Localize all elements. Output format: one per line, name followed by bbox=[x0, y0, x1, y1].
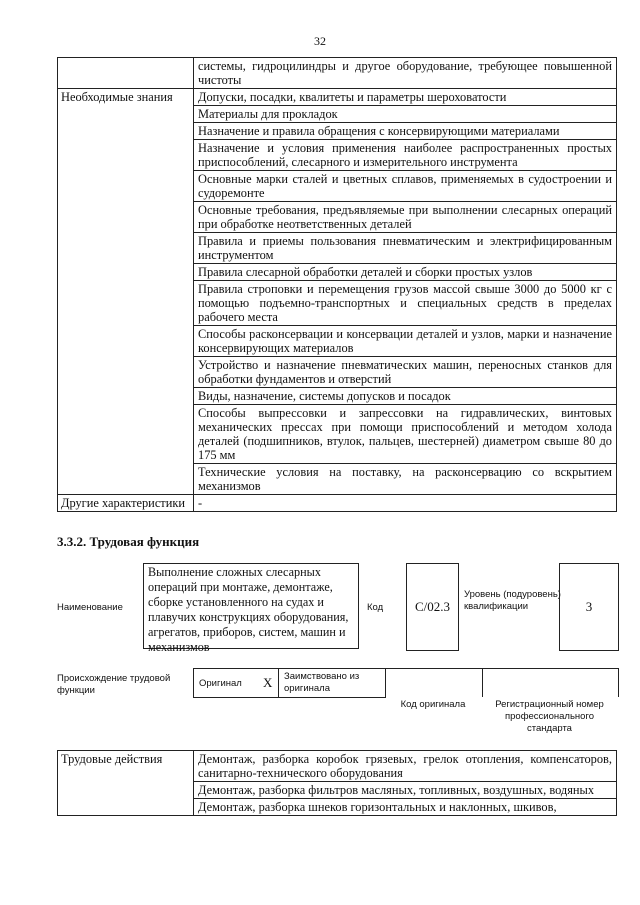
table-row bbox=[58, 751, 617, 782]
knowledge-item: Основные требования, предъявляемые при выполнении слесарных операций при обработке неответственных деталей bbox=[194, 202, 617, 233]
knowledge-item: Правила строповки и перемещения грузов массой свыше 3000 до 5000 кг с помощью подъемно-транспортных и специальных средств в пределах рабочего места bbox=[194, 281, 617, 326]
labor-actions-table bbox=[57, 750, 617, 816]
name-label: Наименование bbox=[57, 602, 123, 613]
continuation-cell: системы, гидроцилиндры и другое оборудование, требующее повышенной чистоты bbox=[194, 58, 617, 89]
table-row bbox=[58, 58, 617, 89]
knowledge-table bbox=[57, 57, 617, 512]
table-row bbox=[58, 89, 617, 106]
code-value-box: C/02.3 bbox=[406, 563, 459, 651]
registration-number-box bbox=[482, 668, 619, 697]
knowledge-item: Технические условия на поставку, на расконсервацию со вскрытием механизмов bbox=[194, 464, 617, 495]
original-code-box bbox=[385, 668, 483, 697]
qualification-level-label: Уровень (подуровень) квалификации bbox=[464, 589, 561, 612]
knowledge-item: Правила и приемы пользования пневматическим и электрифицированным инструментом bbox=[194, 233, 617, 264]
knowledge-item: Назначение и условия применения наиболее распространенных простых приспособлений, слесарного и измерительного инструмента bbox=[194, 140, 617, 171]
knowledge-item: Способы выпрессовки и запрессовки на гидравлических, винтовых механических прессах при помощи приспособлений и методом холода деталей (подшипников, втулок, пальцев, шестерней) диаметром свыше 80 до 175 мм bbox=[194, 405, 617, 464]
knowledge-item: Назначение и правила обращения с консервирующими материалами bbox=[194, 123, 617, 140]
labor-action-item: Демонтаж, разборка коробок грязевых, грелок отопления, компенсаторов, санитарно-технического оборудования bbox=[194, 751, 617, 782]
empty-label-cell bbox=[58, 58, 194, 89]
function-name-box: Выполнение сложных слесарных операций при монтаже, демонтаже, сборке установленного на судах и плавучих конструкциях оборудования, агрегатов, приборов, систем, машин и механизмов bbox=[143, 563, 359, 649]
table-row bbox=[58, 495, 617, 512]
code-label: Код bbox=[367, 602, 384, 613]
other-characteristics-label: Другие характеристики bbox=[58, 495, 194, 512]
knowledge-item: Допуски, посадки, квалитеты и параметры шероховатости bbox=[194, 89, 617, 106]
section-title: 3.3.2. Трудовая функция bbox=[57, 534, 200, 549]
knowledge-item: Виды, назначение, системы допусков и посадок bbox=[194, 388, 617, 405]
labor-action-item: Демонтаж, разборка фильтров масляных, топливных, воздушных, водяных bbox=[194, 782, 617, 799]
original-box bbox=[193, 668, 279, 698]
qualification-level-box: 3 bbox=[559, 563, 619, 651]
labor-action-item: Демонтаж, разборка шнеков горизонтальных и наклонных, шкивов, bbox=[194, 799, 617, 816]
original-code-caption: Код оригинала bbox=[400, 699, 466, 710]
knowledge-item: Материалы для прокладок bbox=[194, 106, 617, 123]
origin-label: Происхождение трудовой функции bbox=[57, 673, 171, 696]
page-number: 32 bbox=[314, 34, 326, 48]
borrowed-box bbox=[278, 668, 386, 698]
original-label: Оригинал bbox=[199, 678, 242, 689]
registration-number-caption: Регистрационный номер профессионального стандарта bbox=[495, 699, 604, 734]
knowledge-item: Правила слесарной обработки деталей и сборки простых узлов bbox=[194, 264, 617, 281]
original-mark: X bbox=[263, 675, 273, 690]
knowledge-item: Способы расконсервации и консервации деталей и узлов, марки и назначение консервирующих материалов bbox=[194, 326, 617, 357]
knowledge-item: Основные марки сталей и цветных сплавов, применяемых в судостроении и судоремонте bbox=[194, 171, 617, 202]
needed-knowledge-label: Необходимые знания bbox=[58, 89, 194, 495]
other-characteristics-value: - bbox=[194, 495, 617, 512]
knowledge-item: Устройство и назначение пневматических машин, переносных станков для обработки фундаментов и отверстий bbox=[194, 357, 617, 388]
labor-actions-label: Трудовые действия bbox=[58, 751, 194, 816]
borrowed-label: Заимствовано из оригинала bbox=[284, 671, 360, 694]
